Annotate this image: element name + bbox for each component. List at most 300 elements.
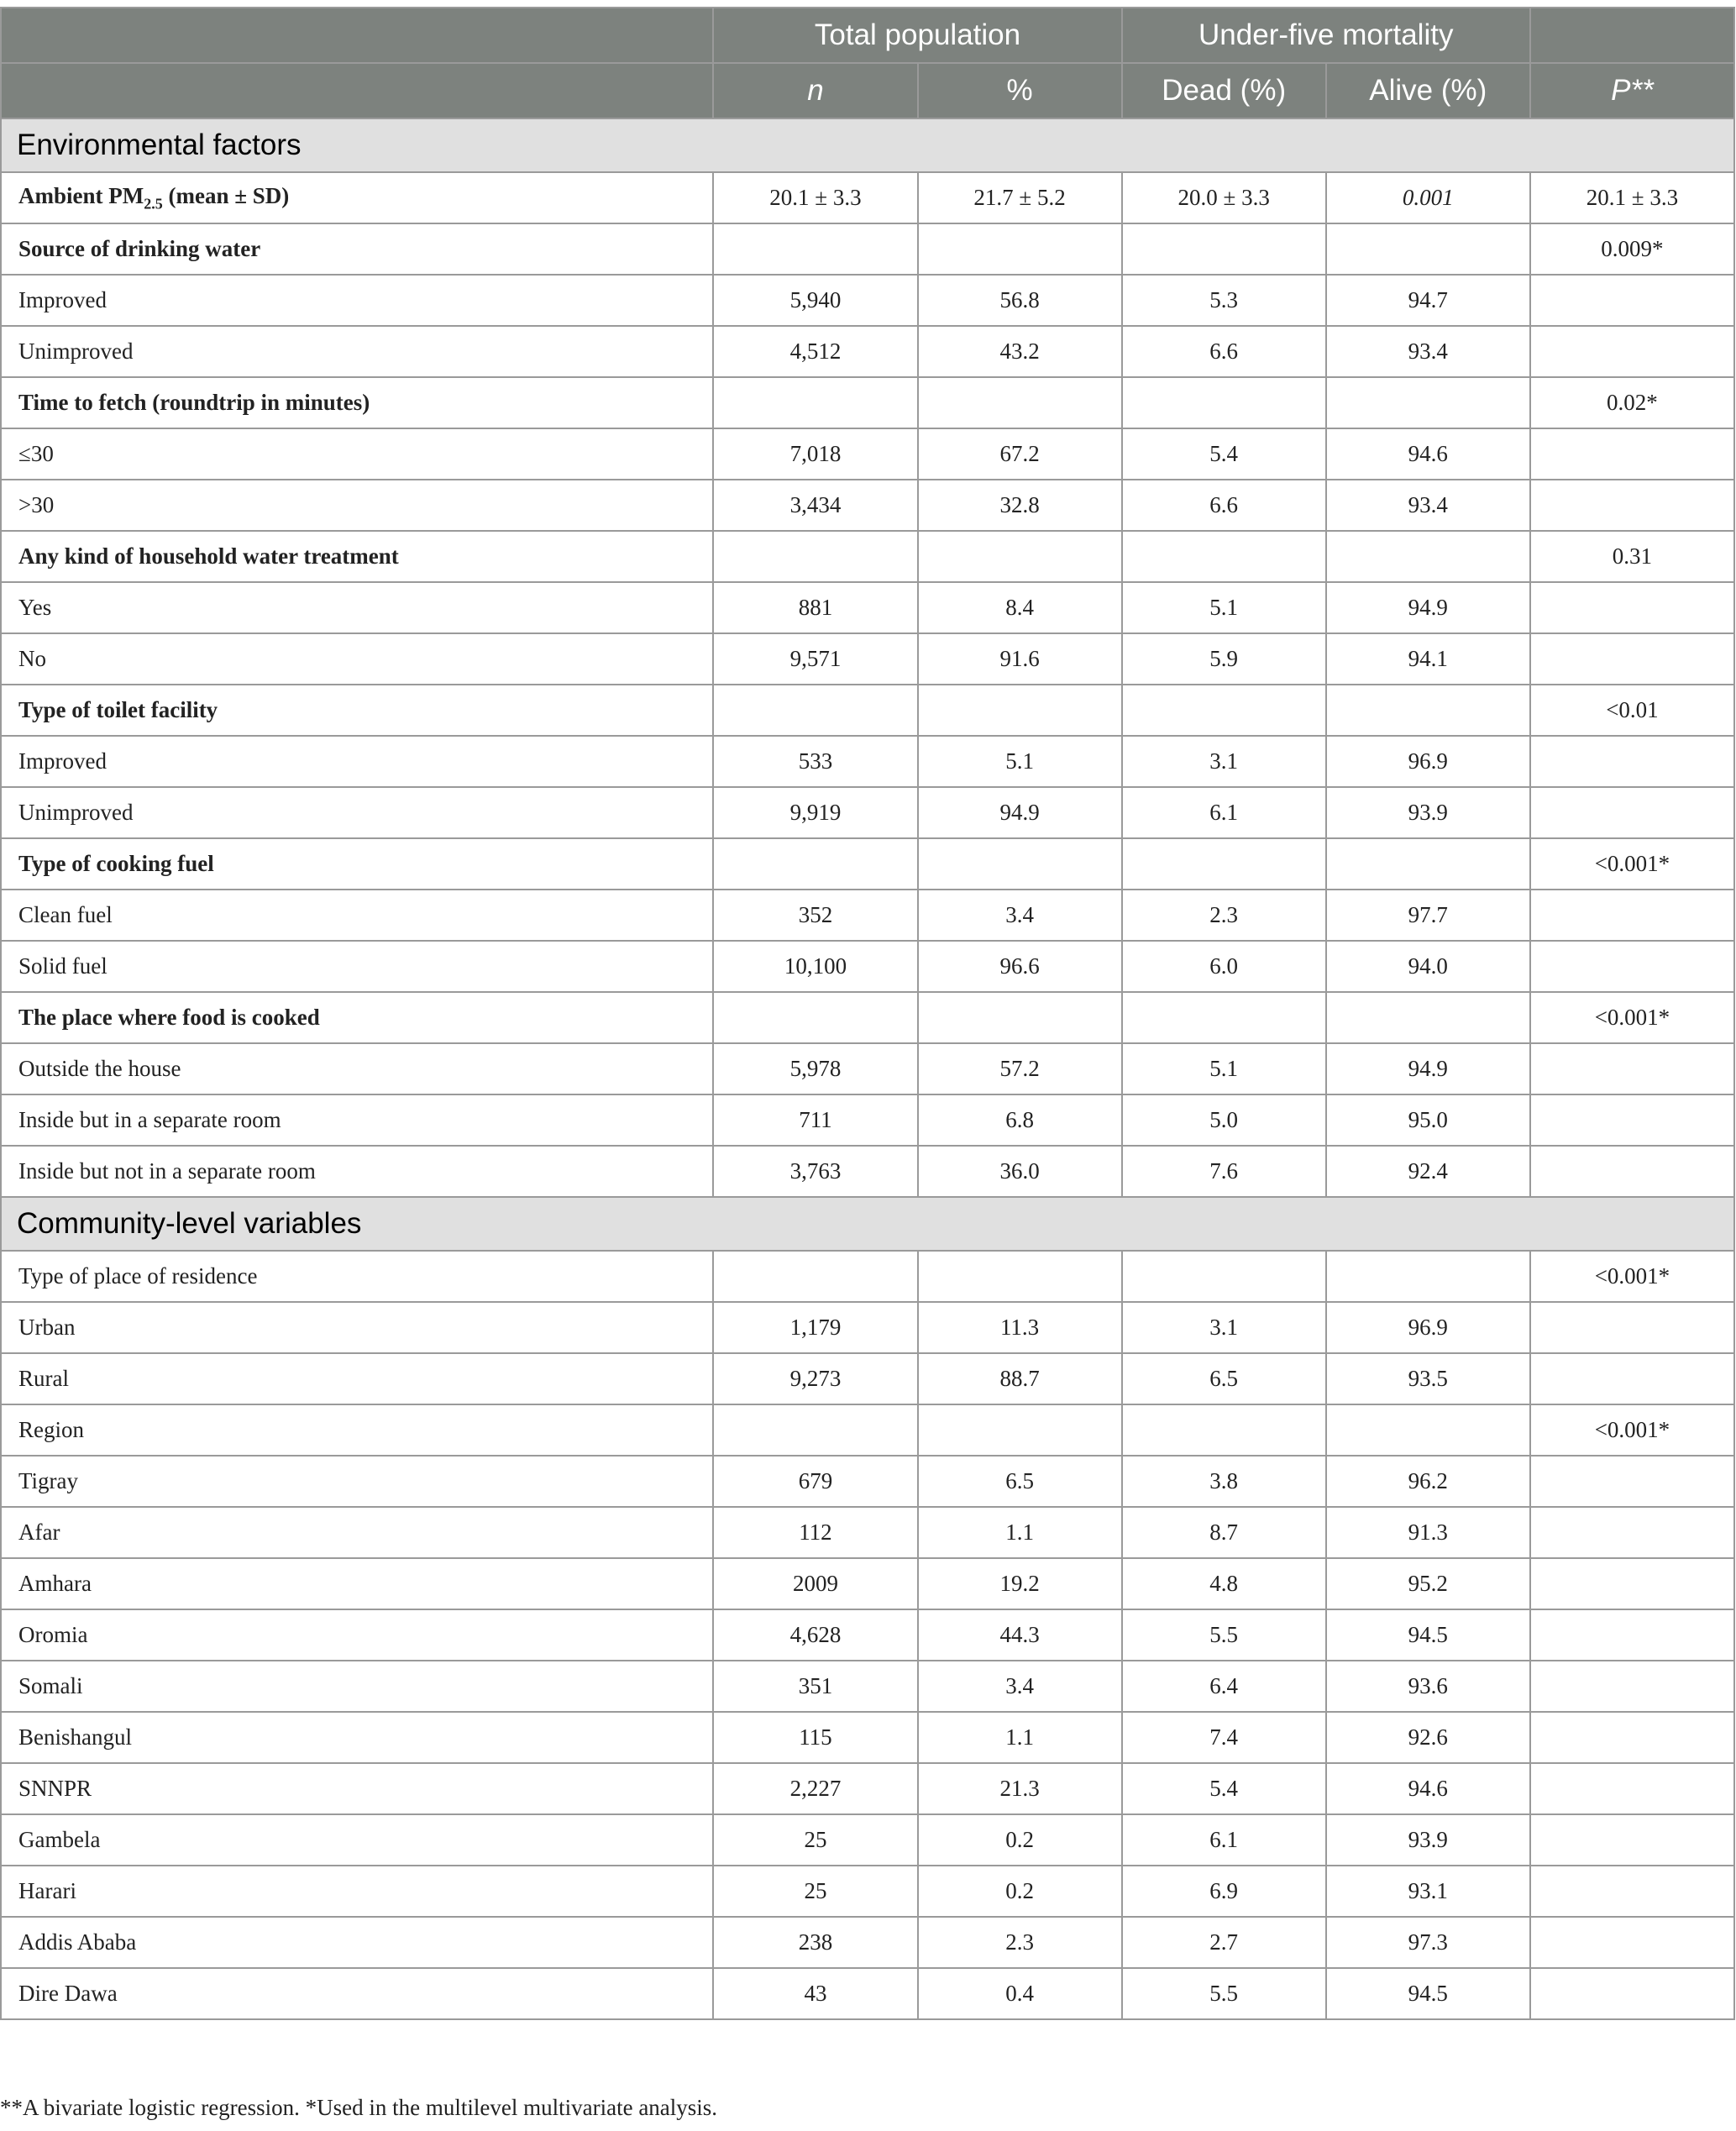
cell-p-value — [1530, 480, 1734, 531]
row-label-text: Rural — [18, 1366, 69, 1391]
cell-dead: 20.0 ± 3.3 — [1122, 172, 1326, 223]
section-header-row — [1, 118, 1734, 172]
cell-dead: 5.0 — [1122, 1094, 1326, 1146]
cell-dead: 7.4 — [1122, 1712, 1326, 1763]
cell-p-value — [1530, 326, 1734, 377]
table-row — [1, 1917, 1734, 1968]
cell-n: 5,940 — [713, 275, 917, 326]
cell-n: 711 — [713, 1094, 917, 1146]
cell-p-value — [1530, 1866, 1734, 1917]
cell-dead: 7.6 — [1122, 1146, 1326, 1197]
cell-p-value — [1530, 1353, 1734, 1404]
cell-percent: 21.3 — [918, 1763, 1122, 1814]
row-label — [1, 941, 713, 992]
cell-percent — [918, 223, 1122, 275]
row-label-text: Ambient PM — [18, 182, 144, 208]
cell-dead — [1122, 1404, 1326, 1456]
cell-alive — [1326, 223, 1530, 275]
table-row — [1, 172, 1734, 223]
row-label-text: Tigray — [18, 1468, 79, 1493]
cell-alive: 96.9 — [1326, 736, 1530, 787]
cell-dead: 8.7 — [1122, 1507, 1326, 1558]
cell-dead: 6.5 — [1122, 1353, 1326, 1404]
cell-p-value — [1530, 428, 1734, 480]
table-row — [1, 275, 1734, 326]
row-label-text: Region — [18, 1417, 84, 1442]
table-row — [1, 1146, 1734, 1197]
cell-n: 112 — [713, 1507, 917, 1558]
cell-n: 238 — [713, 1917, 917, 1968]
cell-dead: 3.1 — [1122, 736, 1326, 787]
cell-percent: 6.5 — [918, 1456, 1122, 1507]
cell-percent — [918, 992, 1122, 1043]
cell-n: 115 — [713, 1712, 917, 1763]
cell-p-value — [1530, 1763, 1734, 1814]
cell-alive: 95.0 — [1326, 1094, 1530, 1146]
cell-percent: 57.2 — [918, 1043, 1122, 1094]
table-row — [1, 582, 1734, 633]
cell-percent: 36.0 — [918, 1146, 1122, 1197]
header-blank-cell — [1, 8, 713, 63]
table-body — [1, 118, 1734, 2019]
cell-alive — [1326, 838, 1530, 890]
cell-n — [713, 838, 917, 890]
table-row — [1, 223, 1734, 275]
row-label — [1, 787, 713, 838]
cell-dead — [1122, 685, 1326, 736]
cell-alive — [1326, 1251, 1530, 1302]
cell-n: 533 — [713, 736, 917, 787]
row-label — [1, 685, 713, 736]
header-row-columns — [1, 63, 1734, 118]
cell-alive — [1326, 1404, 1530, 1456]
row-label-text: Time to fetch (roundtrip in minutes) — [18, 390, 370, 415]
cell-alive: 92.6 — [1326, 1712, 1530, 1763]
cell-percent: 3.4 — [918, 890, 1122, 941]
row-label — [1, 838, 713, 890]
row-label — [1, 223, 713, 275]
table-row — [1, 1094, 1734, 1146]
row-label — [1, 1763, 713, 1814]
cell-alive: 93.4 — [1326, 480, 1530, 531]
row-label-text: Outside the house — [18, 1056, 181, 1081]
cell-percent: 5.1 — [918, 736, 1122, 787]
cell-dead: 5.1 — [1122, 1043, 1326, 1094]
row-label — [1, 1251, 713, 1302]
row-label — [1, 1302, 713, 1353]
cell-alive: 0.001 — [1326, 172, 1530, 223]
cell-alive: 94.5 — [1326, 1609, 1530, 1661]
cell-dead: 6.6 — [1122, 326, 1326, 377]
row-label-suffix: (mean ± SD) — [162, 182, 290, 208]
cell-dead: 3.1 — [1122, 1302, 1326, 1353]
row-label-text: Unimproved — [18, 339, 134, 364]
table-header — [1, 8, 1734, 118]
cell-alive: 97.3 — [1326, 1917, 1530, 1968]
row-label — [1, 1814, 713, 1866]
table-row — [1, 1763, 1734, 1814]
cell-dead: 3.8 — [1122, 1456, 1326, 1507]
table-row — [1, 633, 1734, 685]
table-row — [1, 1814, 1734, 1866]
cell-percent: 88.7 — [918, 1353, 1122, 1404]
cell-p-value: <0.01 — [1530, 685, 1734, 736]
cell-p-value — [1530, 1661, 1734, 1712]
cell-p-value — [1530, 1456, 1734, 1507]
row-label — [1, 275, 713, 326]
header-n: n — [713, 63, 917, 118]
table-row — [1, 890, 1734, 941]
row-label — [1, 1558, 713, 1609]
cell-percent: 96.6 — [918, 941, 1122, 992]
row-label-text: Type of cooking fuel — [18, 851, 214, 876]
cell-n: 2009 — [713, 1558, 917, 1609]
cell-dead: 2.3 — [1122, 890, 1326, 941]
cell-percent: 43.2 — [918, 326, 1122, 377]
cell-n: 352 — [713, 890, 917, 941]
row-label-text: Somali — [18, 1673, 83, 1698]
cell-p-value — [1530, 787, 1734, 838]
cell-n: 10,100 — [713, 941, 917, 992]
row-label — [1, 1043, 713, 1094]
cell-alive: 94.6 — [1326, 428, 1530, 480]
cell-dead: 6.9 — [1122, 1866, 1326, 1917]
row-label-text: Clean fuel — [18, 902, 113, 927]
table-row — [1, 531, 1734, 582]
table-row — [1, 1609, 1734, 1661]
section-header-row — [1, 1197, 1734, 1251]
cell-dead: 6.6 — [1122, 480, 1326, 531]
table-row — [1, 1866, 1734, 1917]
header-under-five-mortality: Under-five mortality — [1122, 8, 1530, 63]
table-row — [1, 1661, 1734, 1712]
cell-n: 679 — [713, 1456, 917, 1507]
table-row — [1, 1043, 1734, 1094]
cell-p-value: 0.02* — [1530, 377, 1734, 428]
row-label-text: The place where food is cooked — [18, 1005, 320, 1030]
table-row — [1, 1507, 1734, 1558]
cell-percent: 3.4 — [918, 1661, 1122, 1712]
cell-n — [713, 223, 917, 275]
cell-n: 3,763 — [713, 1146, 917, 1197]
cell-n: 9,273 — [713, 1353, 917, 1404]
cell-p-value — [1530, 1814, 1734, 1866]
header-percent: % — [918, 63, 1122, 118]
cell-dead: 5.1 — [1122, 582, 1326, 633]
cell-percent: 0.2 — [918, 1814, 1122, 1866]
row-label-text: Yes — [18, 595, 52, 620]
row-label-text: Inside but not in a separate room — [18, 1158, 316, 1184]
cell-alive: 94.9 — [1326, 582, 1530, 633]
cell-dead: 6.4 — [1122, 1661, 1326, 1712]
cell-alive: 96.9 — [1326, 1302, 1530, 1353]
table-row — [1, 326, 1734, 377]
cell-alive: 94.6 — [1326, 1763, 1530, 1814]
cell-dead: 5.4 — [1122, 428, 1326, 480]
cell-p-value — [1530, 1968, 1734, 2019]
cell-alive: 94.1 — [1326, 633, 1530, 685]
cell-n — [713, 685, 917, 736]
cell-alive — [1326, 377, 1530, 428]
cell-n: 43 — [713, 1968, 917, 2019]
cell-p-value — [1530, 1712, 1734, 1763]
row-label — [1, 480, 713, 531]
cell-percent: 56.8 — [918, 275, 1122, 326]
cell-dead — [1122, 838, 1326, 890]
row-label — [1, 1712, 713, 1763]
cell-n — [713, 992, 917, 1043]
row-label — [1, 992, 713, 1043]
cell-percent: 32.8 — [918, 480, 1122, 531]
row-label-text: Source of drinking water — [18, 236, 261, 261]
header-row-groups — [1, 8, 1734, 63]
row-label — [1, 1146, 713, 1197]
cell-percent — [918, 685, 1122, 736]
table-row — [1, 838, 1734, 890]
row-label — [1, 1404, 713, 1456]
cell-n: 2,227 — [713, 1763, 917, 1814]
row-label-text: ≤30 — [18, 441, 54, 466]
row-label — [1, 1353, 713, 1404]
row-label — [1, 890, 713, 941]
row-label-text: Unimproved — [18, 800, 134, 825]
cell-dead — [1122, 992, 1326, 1043]
cell-n: 1,179 — [713, 1302, 917, 1353]
cell-alive: 94.9 — [1326, 1043, 1530, 1094]
table-row — [1, 685, 1734, 736]
header-p-value: P** — [1530, 63, 1734, 118]
row-label-text: >30 — [18, 492, 55, 517]
cell-dead: 4.8 — [1122, 1558, 1326, 1609]
section-title: Community-level variables — [1, 1197, 1734, 1251]
cell-percent: 1.1 — [918, 1507, 1122, 1558]
cell-percent: 0.2 — [918, 1866, 1122, 1917]
table-footnote: **A bivariate logistic regression. *Used in the multilevel multivariate analysis. — [0, 2095, 718, 2120]
cell-p-value: <0.001* — [1530, 1404, 1734, 1456]
cell-alive: 94.5 — [1326, 1968, 1530, 2019]
cell-n: 3,434 — [713, 480, 917, 531]
row-label — [1, 326, 713, 377]
cell-dead: 6.0 — [1122, 941, 1326, 992]
cell-p-value: <0.001* — [1530, 838, 1734, 890]
row-label-text: Oromia — [18, 1622, 88, 1647]
row-label-text: Improved — [18, 748, 107, 774]
cell-n: 20.1 ± 3.3 — [713, 172, 917, 223]
cell-p-value — [1530, 1146, 1734, 1197]
row-label-text: Benishangul — [18, 1724, 132, 1750]
table-row — [1, 1968, 1734, 2019]
cell-p-value — [1530, 941, 1734, 992]
table-row — [1, 1251, 1734, 1302]
cell-percent — [918, 838, 1122, 890]
cell-n: 881 — [713, 582, 917, 633]
cell-dead: 5.3 — [1122, 275, 1326, 326]
cell-alive: 97.7 — [1326, 890, 1530, 941]
cell-dead: 5.5 — [1122, 1609, 1326, 1661]
cell-dead — [1122, 377, 1326, 428]
table-row — [1, 1456, 1734, 1507]
cell-alive: 93.6 — [1326, 1661, 1530, 1712]
cell-percent — [918, 377, 1122, 428]
row-label-text: Improved — [18, 287, 107, 312]
cell-percent: 0.4 — [918, 1968, 1122, 2019]
cell-percent — [918, 531, 1122, 582]
table-row — [1, 1558, 1734, 1609]
row-label-subscript: 2.5 — [144, 195, 163, 213]
header-alive: Alive (%) — [1326, 63, 1530, 118]
cell-alive — [1326, 531, 1530, 582]
section-title: Environmental factors — [1, 118, 1734, 172]
cell-p-value — [1530, 633, 1734, 685]
cell-p-value — [1530, 1302, 1734, 1353]
row-label — [1, 172, 713, 223]
cell-n: 5,978 — [713, 1043, 917, 1094]
cell-percent — [918, 1251, 1122, 1302]
row-label — [1, 1456, 713, 1507]
row-label — [1, 377, 713, 428]
row-label-text: Gambela — [18, 1827, 101, 1852]
header-blank-cell — [1530, 8, 1734, 63]
row-label — [1, 736, 713, 787]
cell-n: 9,919 — [713, 787, 917, 838]
row-label — [1, 1609, 713, 1661]
cell-alive: 94.7 — [1326, 275, 1530, 326]
cell-dead: 5.5 — [1122, 1968, 1326, 2019]
row-label — [1, 1968, 713, 2019]
cell-percent: 19.2 — [918, 1558, 1122, 1609]
row-label-text: Amhara — [18, 1571, 92, 1596]
row-label — [1, 1661, 713, 1712]
table-row — [1, 480, 1734, 531]
cell-percent — [918, 1404, 1122, 1456]
row-label — [1, 633, 713, 685]
cell-p-value: <0.001* — [1530, 992, 1734, 1043]
cell-alive: 95.2 — [1326, 1558, 1530, 1609]
cell-percent: 94.9 — [918, 787, 1122, 838]
table-row — [1, 428, 1734, 480]
cell-dead: 5.9 — [1122, 633, 1326, 685]
cell-dead — [1122, 1251, 1326, 1302]
cell-p-value — [1530, 1043, 1734, 1094]
data-table-container — [0, 7, 1735, 2020]
cell-alive: 92.4 — [1326, 1146, 1530, 1197]
cell-p-value — [1530, 275, 1734, 326]
data-table — [0, 7, 1735, 2020]
cell-dead: 6.1 — [1122, 787, 1326, 838]
row-label-text: Afar — [18, 1520, 60, 1545]
cell-p-value — [1530, 1609, 1734, 1661]
cell-n — [713, 1404, 917, 1456]
cell-percent: 21.7 ± 5.2 — [918, 172, 1122, 223]
cell-n: 25 — [713, 1866, 917, 1917]
cell-dead: 6.1 — [1122, 1814, 1326, 1866]
cell-p-value: 20.1 ± 3.3 — [1530, 172, 1734, 223]
cell-dead — [1122, 223, 1326, 275]
row-label — [1, 428, 713, 480]
cell-n: 9,571 — [713, 633, 917, 685]
row-label-text: Type of toilet facility — [18, 697, 218, 722]
cell-p-value — [1530, 736, 1734, 787]
cell-alive — [1326, 685, 1530, 736]
cell-p-value — [1530, 890, 1734, 941]
header-total-population: Total population — [713, 8, 1121, 63]
cell-alive: 93.9 — [1326, 1814, 1530, 1866]
cell-percent: 11.3 — [918, 1302, 1122, 1353]
cell-dead: 5.4 — [1122, 1763, 1326, 1814]
cell-p-value: <0.001* — [1530, 1251, 1734, 1302]
row-label-text: Type of place of residence — [18, 1263, 258, 1289]
cell-alive: 93.9 — [1326, 787, 1530, 838]
table-row — [1, 992, 1734, 1043]
row-label — [1, 1094, 713, 1146]
cell-percent: 44.3 — [918, 1609, 1122, 1661]
cell-n — [713, 531, 917, 582]
cell-p-value — [1530, 1917, 1734, 1968]
cell-percent: 1.1 — [918, 1712, 1122, 1763]
cell-n: 4,512 — [713, 326, 917, 377]
row-label — [1, 531, 713, 582]
row-label-text: No — [18, 646, 46, 671]
row-label-text: Solid fuel — [18, 953, 108, 979]
header-blank-cell — [1, 63, 713, 118]
table-row — [1, 1302, 1734, 1353]
cell-dead: 2.7 — [1122, 1917, 1326, 1968]
cell-dead — [1122, 531, 1326, 582]
cell-percent: 8.4 — [918, 582, 1122, 633]
cell-alive: 94.0 — [1326, 941, 1530, 992]
cell-alive: 93.1 — [1326, 1866, 1530, 1917]
row-label-text: Harari — [18, 1878, 76, 1903]
cell-percent: 91.6 — [918, 633, 1122, 685]
cell-p-value — [1530, 1507, 1734, 1558]
table-row — [1, 736, 1734, 787]
cell-alive: 96.2 — [1326, 1456, 1530, 1507]
header-dead: Dead (%) — [1122, 63, 1326, 118]
cell-n — [713, 1251, 917, 1302]
cell-n: 351 — [713, 1661, 917, 1712]
cell-n: 4,628 — [713, 1609, 917, 1661]
cell-p-value — [1530, 582, 1734, 633]
row-label-text: Inside but in a separate room — [18, 1107, 281, 1132]
cell-p-value — [1530, 1094, 1734, 1146]
cell-percent: 67.2 — [918, 428, 1122, 480]
row-label-text: Any kind of household water treatment — [18, 543, 399, 569]
row-label-text: SNNPR — [18, 1776, 92, 1801]
row-label-text: Dire Dawa — [18, 1981, 118, 2006]
cell-p-value: 0.31 — [1530, 531, 1734, 582]
table-row — [1, 1404, 1734, 1456]
cell-n — [713, 377, 917, 428]
cell-alive: 91.3 — [1326, 1507, 1530, 1558]
table-row — [1, 1712, 1734, 1763]
row-label — [1, 1917, 713, 1968]
table-row — [1, 787, 1734, 838]
row-label-text: Urban — [18, 1315, 76, 1340]
cell-n: 25 — [713, 1814, 917, 1866]
cell-alive: 93.5 — [1326, 1353, 1530, 1404]
table-row — [1, 1353, 1734, 1404]
cell-p-value: 0.009* — [1530, 223, 1734, 275]
cell-n: 7,018 — [713, 428, 917, 480]
cell-percent: 6.8 — [918, 1094, 1122, 1146]
table-row — [1, 377, 1734, 428]
cell-percent: 2.3 — [918, 1917, 1122, 1968]
cell-p-value — [1530, 1558, 1734, 1609]
cell-alive — [1326, 992, 1530, 1043]
row-label — [1, 582, 713, 633]
row-label — [1, 1507, 713, 1558]
cell-alive: 93.4 — [1326, 326, 1530, 377]
